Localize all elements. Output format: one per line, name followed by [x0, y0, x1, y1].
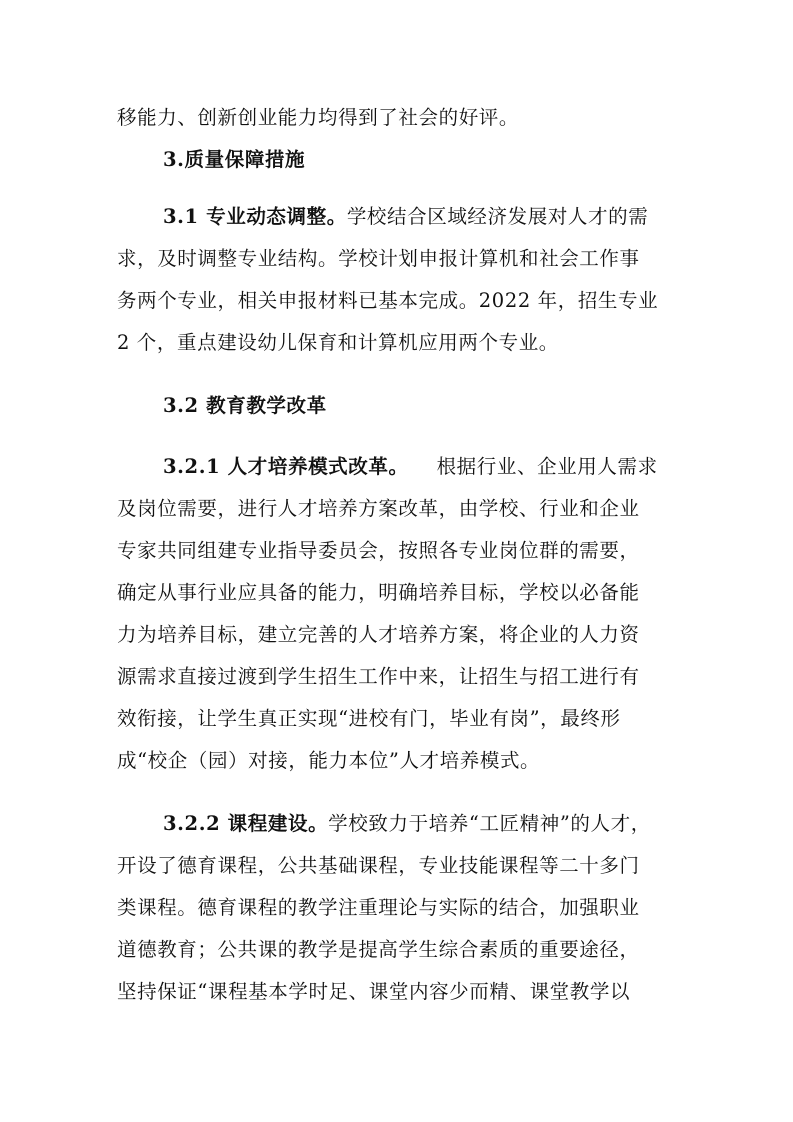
paragraph-text: 学校致力于培养“工匠精神”的人才，: [328, 812, 651, 835]
paragraph-line: 类课程。德育课程的教学注重理论与实际的结合，加强职业: [117, 896, 640, 919]
paragraph-3-2-2-first-line: [163, 810, 687, 838]
paragraph-text: 学校结合区域经济发展对人才的需: [346, 205, 649, 228]
paragraph-line: 效衔接，让学生真正实现“进校有门，毕业有岗”，最终形: [117, 707, 621, 730]
paragraph-text: 根据行业、企业用人需求: [436, 455, 658, 478]
paragraph-line: 求，及时调整专业结构。学校计划申报计算机和社会工作事: [117, 247, 640, 270]
intro-line: 移能力、创新创业能力均得到了社会的好评。: [117, 106, 520, 129]
heading-3-2-2: 3.2.2 课程建设。: [163, 812, 329, 835]
heading-3-2-1: 3.2.1 人才培养模式改革。: [163, 455, 409, 478]
paragraph-3-1-first-line: [163, 203, 687, 231]
heading-3-1: 3.1 专业动态调整。: [163, 205, 347, 228]
paragraph-line: 源需求直接过渡到学生招生工作中来，让招生与招工进行有: [117, 665, 640, 688]
paragraph-3-2-1-first-line: [163, 453, 687, 481]
paragraph-line: 道德教育；公共课的教学是提高学生综合素质的重要途径，: [117, 938, 640, 961]
paragraph-line: 力为培养目标，建立完善的人才培养方案，将企业的人力资: [117, 623, 640, 646]
paragraph-line: 及岗位需要，进行人才培养方案改革，由学校、行业和企业: [117, 497, 640, 520]
heading-3-2: 3.2 教育教学改革: [163, 394, 327, 417]
paragraph-line: 开设了德育课程，公共基础课程，专业技能课程等二十多门: [117, 854, 640, 877]
paragraph-line: 务两个专业，相关申报材料已基本完成。2022 年，招生专业: [117, 289, 659, 312]
paragraph-line: 专家共同组建专业指导委员会，按照各专业岗位群的需要，: [117, 539, 640, 562]
section-3-title: 3.质量保障措施: [163, 148, 306, 171]
paragraph-line: 成“校企（园）对接，能力本位”人才培养模式。: [117, 749, 541, 772]
paragraph-line: 2 个，重点建设幼儿保育和计算机应用两个专业。: [117, 331, 559, 354]
paragraph-line: 确定从事行业应具备的能力，明确培养目标，学校以必备能: [117, 581, 640, 604]
paragraph-line: 坚持保证“课程基本学时足、课堂内容少而精、课堂教学以: [117, 980, 631, 1003]
